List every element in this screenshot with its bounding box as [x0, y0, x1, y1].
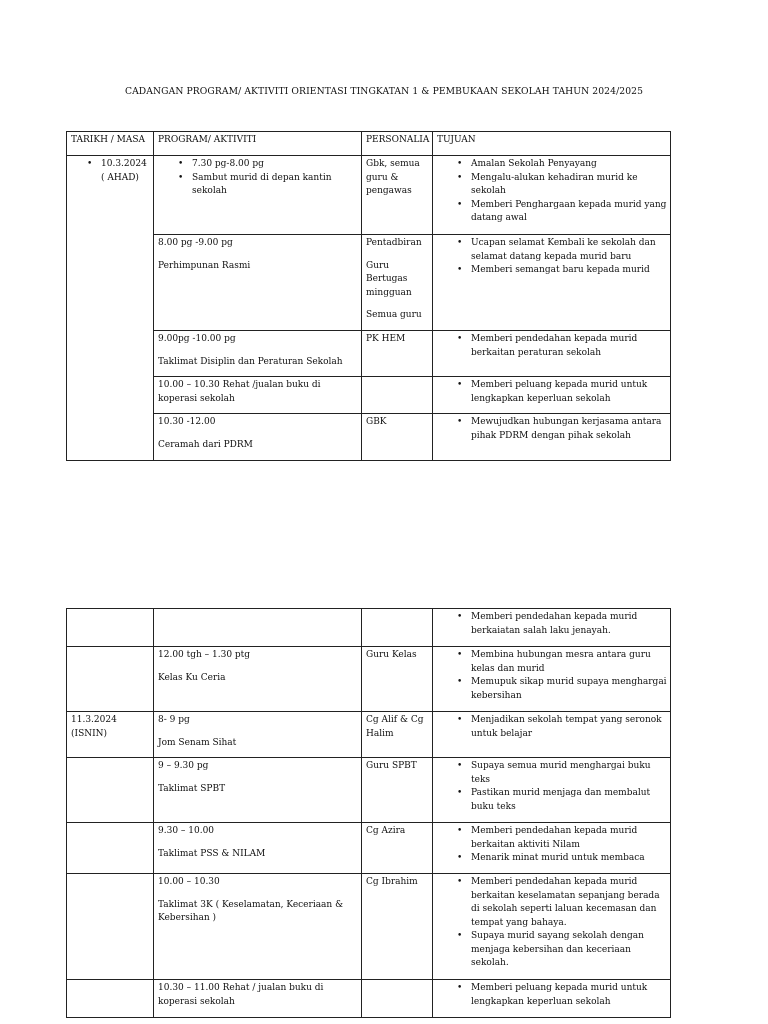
header-program: PROGRAM/ AKTIVITI	[154, 132, 362, 156]
list-item: • Mewujudkan hubungan kerjasama antara pihak PDRM dengan pihak sekolah	[471, 416, 667, 443]
table-row	[67, 823, 671, 874]
table-row	[67, 980, 671, 1018]
list-item: • Memberi pendedahan kepada murid berkaitan keselamatan sepanjang berada di sekolah seperti laluan kecemasan dan tempat yang bahaya.	[471, 876, 667, 930]
tujuan-cell	[433, 712, 671, 758]
header-personalia: PERSONALIA	[362, 132, 433, 156]
program-name: Taklimat Disiplin dan Peraturan Sekolah	[158, 356, 343, 367]
program-cell	[154, 874, 362, 980]
date-cell	[67, 712, 154, 758]
personalia-cell: PK HEM	[362, 331, 433, 377]
day-text: ( AHAD)	[101, 172, 139, 183]
date-text: 10.3.2024	[101, 159, 147, 169]
table-row	[67, 156, 671, 235]
list-item: • Pastikan murid menjaga dan membalut buku teks	[471, 787, 667, 814]
tujuan-cell	[433, 980, 671, 1018]
list-item: • Memberi Penghargaan kepada murid yang datang awal	[471, 199, 667, 226]
list-item: • Memberi semangat baru kepada murid	[471, 264, 667, 278]
program-cell	[154, 609, 362, 647]
date-cell	[67, 980, 154, 1018]
list-item: • Sambut murid di depan kantin sekolah	[192, 172, 358, 199]
time-text: 10.00 – 10.30	[158, 877, 220, 887]
personalia-text: Guru Bertugas mingguan	[366, 260, 412, 298]
tujuan-cell	[433, 647, 671, 712]
list-item: • Memberi peluang kepada murid untuk lengkapkan keperluan sekolah	[471, 379, 667, 406]
header-tujuan: TUJUAN	[433, 132, 671, 156]
date-cell	[67, 156, 154, 461]
date-cell	[67, 874, 154, 980]
table-row	[67, 874, 671, 980]
program-cell	[154, 414, 362, 461]
program-name: Ceramah dari PDRM	[158, 439, 253, 450]
personalia-cell	[362, 609, 433, 647]
personalia-text: Pentadbiran	[366, 238, 422, 248]
table-header-row	[67, 132, 671, 156]
schedule-table-2	[66, 608, 671, 1018]
date-text: 11.3.2024	[71, 715, 117, 725]
day-text: (ISNIN)	[71, 728, 108, 739]
personalia-cell: Cg Alif & Cg Halim	[362, 712, 433, 758]
personalia-text: Semua guru	[366, 310, 422, 320]
tujuan-cell	[433, 331, 671, 377]
program-name: Jom Senam Sihat	[158, 737, 237, 748]
table-row	[67, 377, 671, 414]
program-name: Taklimat SPBT	[158, 783, 226, 794]
table-row	[67, 609, 671, 647]
schedule-table-1	[66, 131, 671, 461]
document-title: CADANGAN PROGRAM/ AKTIVITI ORIENTASI TINGKATAN 1 & PEMBUKAAN SEKOLAH TAHUN 2024/2025	[124, 86, 644, 97]
program-name: Kelas Ku Ceria	[158, 672, 226, 683]
tujuan-cell	[433, 758, 671, 823]
time-text: 8- 9 pg	[158, 715, 190, 725]
list-item: • Supaya semua murid menghargai buku teks	[471, 760, 667, 787]
tujuan-cell	[433, 414, 671, 461]
list-item: • Memberi pendedahan kepada murid berkaitan peraturan sekolah	[471, 333, 667, 360]
program-name: Taklimat 3K ( Keselamatan, Keceriaan & Kebersihan )	[158, 899, 344, 923]
program-cell: 10.30 – 11.00 Rehat / jualan buku di koperasi sekolah	[154, 980, 362, 1018]
program-cell	[154, 331, 362, 377]
tujuan-cell	[433, 609, 671, 647]
program-cell	[154, 647, 362, 712]
tujuan-cell	[433, 235, 671, 331]
list-item: • Memberi peluang kepada murid untuk lengkapkan keperluan sekolah	[471, 982, 667, 1009]
personalia-cell: GBK	[362, 414, 433, 461]
program-cell	[154, 823, 362, 874]
time-text: 10.30 -12.00	[158, 417, 216, 427]
time-text: 8.00 pg -9.00 pg	[158, 238, 233, 248]
personalia-cell: Guru SPBT	[362, 758, 433, 823]
date-cell	[67, 758, 154, 823]
header-tarikh: TARIKH / MASA	[67, 132, 154, 156]
list-item: • Menarik minat murid untuk membaca	[471, 852, 667, 866]
personalia-cell: Cg Azira	[362, 823, 433, 874]
personalia-cell	[362, 377, 433, 414]
table-row	[67, 758, 671, 823]
tujuan-cell	[433, 823, 671, 874]
list-item: • Memberi pendedahan kepada murid berkaiatan salah laku jenayah.	[471, 611, 667, 638]
personalia-cell: Cg Ibrahim	[362, 874, 433, 980]
program-cell: 10.00 – 10.30 Rehat /jualan buku di koperasi sekolah	[154, 377, 362, 414]
program-cell	[154, 235, 362, 331]
tujuan-cell	[433, 156, 671, 235]
personalia-cell	[362, 235, 433, 331]
list-item: • Supaya murid sayang sekolah dengan menjaga kebersihan dan keceriaan sekolah.	[471, 930, 667, 971]
date-cell	[67, 609, 154, 647]
list-item: • Ucapan selamat Kembali ke sekolah dan selamat datang kepada murid baru	[471, 237, 667, 264]
program-cell	[154, 712, 362, 758]
program-cell	[154, 156, 362, 235]
personalia-cell	[362, 980, 433, 1018]
date-value	[101, 158, 150, 185]
program-name: Perhimpunan Rasmi	[158, 260, 251, 271]
program-name: Taklimat PSS & NILAM	[158, 848, 266, 859]
table-row	[67, 235, 671, 331]
table-row	[67, 712, 671, 758]
time-text: 9.30 – 10.00	[158, 826, 215, 836]
tujuan-cell	[433, 874, 671, 980]
table-row	[67, 414, 671, 461]
date-cell	[67, 823, 154, 874]
list-item: • Amalan Sekolah Penyayang	[471, 158, 667, 172]
program-cell	[154, 758, 362, 823]
personalia-cell: Guru Kelas	[362, 647, 433, 712]
list-item: • Menjadikan sekolah tempat yang seronok untuk belajar	[471, 714, 667, 741]
list-item: • Memberi pendedahan kepada murid berkaitan aktiviti Nilam	[471, 825, 667, 852]
time-text: 9.00pg -10.00 pg	[158, 334, 236, 344]
list-item: • 7.30 pg-8.00 pg	[192, 158, 358, 172]
time-text: 12.00 tgh – 1.30 ptg	[158, 650, 251, 660]
table-row	[67, 647, 671, 712]
table-row	[67, 331, 671, 377]
list-item: • Membina hubungan mesra antara guru kelas dan murid	[471, 649, 667, 676]
list-item: • Mengalu-alukan kehadiran murid ke sekolah	[471, 172, 667, 199]
tujuan-cell	[433, 377, 671, 414]
list-item: • Memupuk sikap murid supaya menghargai kebersihan	[471, 676, 667, 703]
date-cell	[67, 647, 154, 712]
personalia-cell: Gbk, semua guru & pengawas	[362, 156, 433, 235]
time-text: 9 – 9.30 pg	[158, 761, 209, 771]
